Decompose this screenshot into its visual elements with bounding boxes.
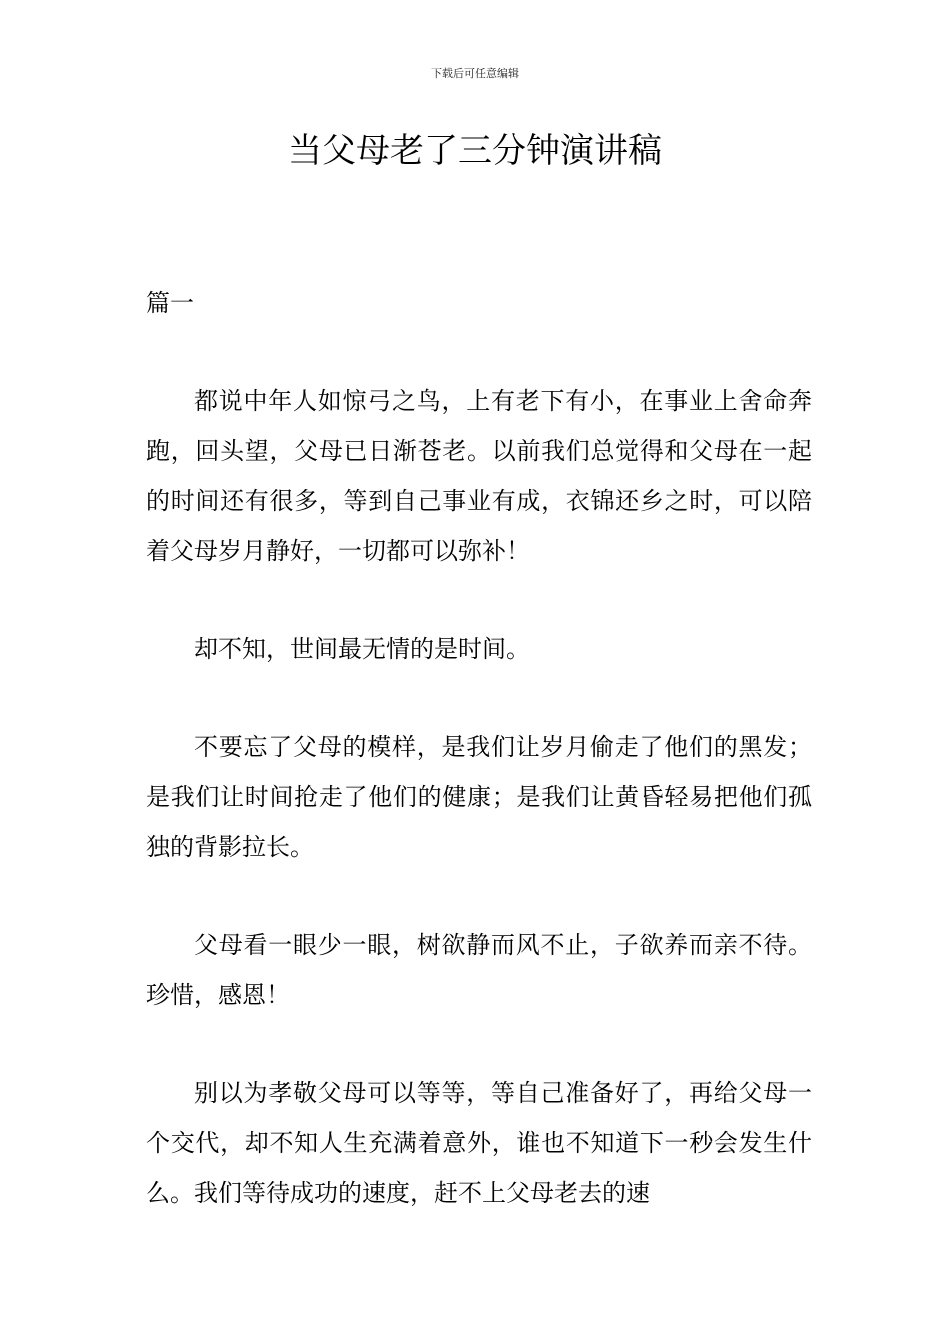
document-body xyxy=(146,278,812,1266)
section-heading: 篇一 xyxy=(146,289,194,317)
paragraph-1: 都说中年人如惊弓之鸟，上有老下有小，在事业上舍命奔跑，回头望，父母已日渐苍老。以前我们总觉得和父母在一起的时间还有很多，等到自己事业有成，衣锦还乡之时，可以陪着父母岁月静好，一切都可以弥补！ xyxy=(146,387,812,565)
paragraph-2: 却不知，世间最无情的是时间。 xyxy=(194,635,530,663)
page-title: 当父母老了三分钟演讲稿 xyxy=(288,131,662,171)
header-note: 下载后可任意编辑 xyxy=(431,67,519,80)
paragraph-3: 不要忘了父母的模样，是我们让岁月偷走了他们的黑发；是我们让时间抢走了他们的健康；是我们让黄昏轻易把他们孤独的背影拉长。 xyxy=(146,733,812,861)
paragraph-5: 别以为孝敬父母可以等等，等自己准备好了，再给父母一个交代，却不知人生充满着意外，谁也不知道下一秒会发生什么。我们等待成功的速度，赶不上父母老去的速 xyxy=(146,1079,812,1207)
paragraph-4: 父母看一眼少一眼，树欲静而风不止，子欲养而亲不待。珍惜，感恩！ xyxy=(146,931,812,1009)
